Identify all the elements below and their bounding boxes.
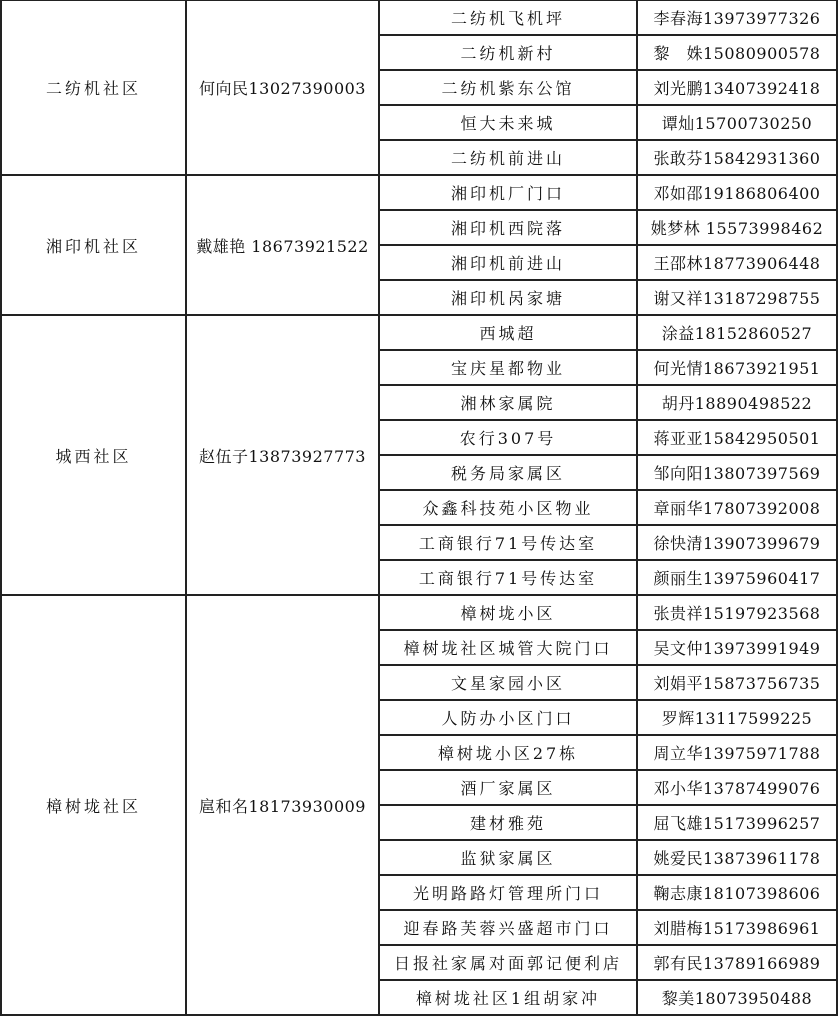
site-contact-cell: 邓如邵19186806400: [637, 175, 837, 210]
site-contact-cell: 胡丹18890498522: [637, 385, 837, 420]
site-cell: 二纺机飞机坪: [379, 0, 637, 35]
site-contact-cell: 鞠志康18107398606: [637, 875, 837, 910]
site-cell: 二纺机新村: [379, 35, 637, 70]
site-cell: 二纺机紫东公馆: [379, 70, 637, 105]
site-cell: 酒厂家属区: [379, 770, 637, 805]
site-cell: 光明路路灯管理所门口: [379, 875, 637, 910]
site-contact-cell: 刘光鹏13407392418: [637, 70, 837, 105]
site-cell: 樟树垅社区1组胡家冲: [379, 980, 637, 1015]
site-contact-cell: 张敢芬15842931360: [637, 140, 837, 175]
site-cell: 湘印机前进山: [379, 245, 637, 280]
site-cell: 农行307号: [379, 420, 637, 455]
table-row: [1, 315, 837, 350]
site-cell: 众鑫科技苑小区物业: [379, 490, 637, 525]
site-cell: 宝庆星都物业: [379, 350, 637, 385]
site-contact-cell: 姚梦林 15573998462: [637, 210, 837, 245]
site-cell: 人防办小区门口: [379, 700, 637, 735]
site-contact-cell: 周立华13975971788: [637, 735, 837, 770]
site-contact-cell: 刘娟平15873756735: [637, 665, 837, 700]
site-contact-cell: 张贵祥15197923568: [637, 595, 837, 630]
site-contact-cell: 黎 姝15080900578: [637, 35, 837, 70]
site-cell: 湘印机呙家塘: [379, 280, 637, 315]
site-contact-cell: 黎美18073950488: [637, 980, 837, 1015]
site-cell: 迎春路芙蓉兴盛超市门口: [379, 910, 637, 945]
site-contact-cell: 吴文仲13973991949: [637, 630, 837, 665]
community-leader-cell: 戴雄艳 18673921522: [186, 175, 379, 315]
site-cell: 工商银行71号传达室: [379, 525, 637, 560]
community-name-cell: 湘印机社区: [1, 175, 186, 315]
site-contact-cell: 王邵林18773906448: [637, 245, 837, 280]
site-cell: 文星家园小区: [379, 665, 637, 700]
site-contact-cell: 屈飞雄15173996257: [637, 805, 837, 840]
site-contact-cell: 郭有民13789166989: [637, 945, 837, 980]
table-body: [1, 0, 837, 1015]
site-cell: 监狱家属区: [379, 840, 637, 875]
site-cell: 恒大未来城: [379, 105, 637, 140]
site-contact-cell: 蒋亚亚15842950501: [637, 420, 837, 455]
site-cell: 西城超: [379, 315, 637, 350]
site-cell: 日报社家属对面郭记便利店: [379, 945, 637, 980]
site-cell: 税务局家属区: [379, 455, 637, 490]
site-contact-cell: 涂益18152860527: [637, 315, 837, 350]
community-leader-cell: 何向民13027390003: [186, 0, 379, 175]
site-contact-cell: 姚爱民13873961178: [637, 840, 837, 875]
site-cell: 樟树垅小区27栋: [379, 735, 637, 770]
site-contact-cell: 颜丽生13975960417: [637, 560, 837, 595]
table-row: [1, 595, 837, 630]
community-name-cell: 樟树垅社区: [1, 595, 186, 1015]
site-contact-cell: 罗辉13117599225: [637, 700, 837, 735]
site-contact-cell: 何光情18673921951: [637, 350, 837, 385]
site-cell: 建材雅苑: [379, 805, 637, 840]
site-contact-cell: 李春海13973977326: [637, 0, 837, 35]
table-row: [1, 175, 837, 210]
site-contact-cell: 邹向阳13807397569: [637, 455, 837, 490]
site-cell: 樟树垅小区: [379, 595, 637, 630]
table-row: [1, 0, 837, 35]
site-contact-cell: 徐快清13907399679: [637, 525, 837, 560]
community-leader-cell: 赵伍子13873927773: [186, 315, 379, 595]
site-cell: 樟树垅社区城管大院门口: [379, 630, 637, 665]
community-name-cell: 二纺机社区: [1, 0, 186, 175]
site-contact-cell: 谭灿15700730250: [637, 105, 837, 140]
site-contact-cell: 谢又祥13187298755: [637, 280, 837, 315]
site-cell: 工商银行71号传达室: [379, 560, 637, 595]
site-contact-cell: 章丽华17807392008: [637, 490, 837, 525]
site-contact-cell: 刘腊梅15173986961: [637, 910, 837, 945]
site-cell: 湘林家属院: [379, 385, 637, 420]
site-cell: 湘印机厂门口: [379, 175, 637, 210]
site-cell: 湘印机西院落: [379, 210, 637, 245]
site-cell: 二纺机前进山: [379, 140, 637, 175]
site-contact-cell: 邓小华13787499076: [637, 770, 837, 805]
community-leader-cell: 扈和名18173930009: [186, 595, 379, 1015]
community-name-cell: 城西社区: [1, 315, 186, 595]
